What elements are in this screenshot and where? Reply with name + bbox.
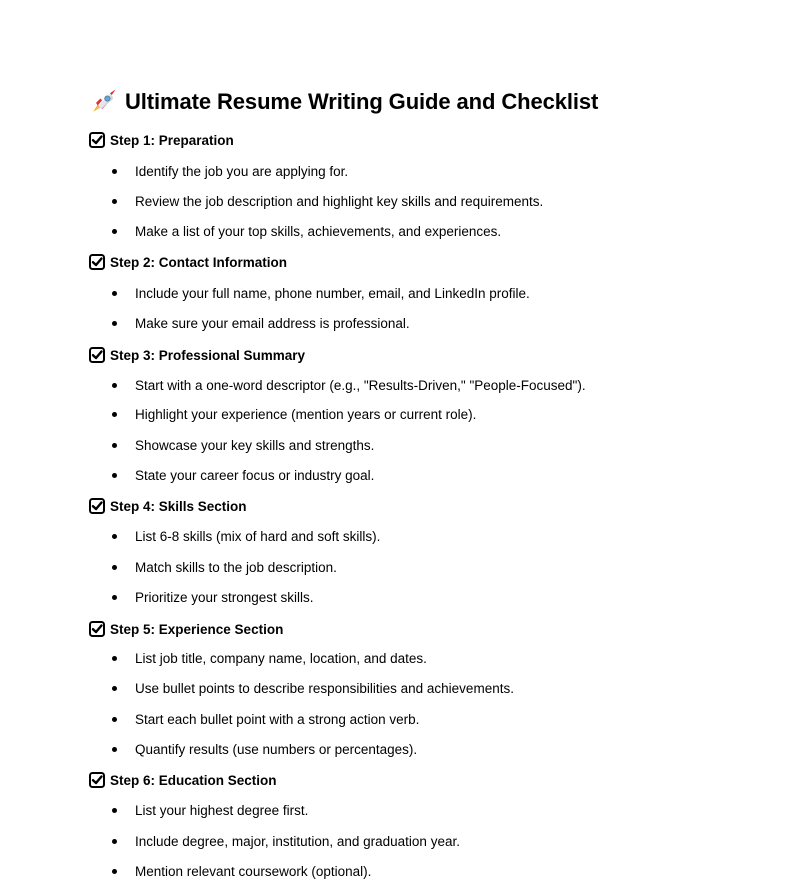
- step-heading-text: Step 3: Professional Summary: [110, 347, 306, 363]
- list-item-text: Review the job description and highlight key skills and requirements.: [135, 194, 544, 209]
- list-item-text: Showcase your key skills and strengths.: [135, 438, 375, 453]
- bullet-icon: [112, 565, 117, 570]
- bullet-icon: [112, 808, 117, 813]
- step-heading: [89, 772, 277, 788]
- step-heading: [89, 132, 234, 148]
- list-item: [112, 712, 419, 727]
- list-item-text: Mention relevant coursework (optional).: [135, 864, 372, 879]
- list-item-text: Identify the job you are applying for.: [135, 164, 349, 179]
- checkbox-checked-icon: [89, 498, 105, 514]
- list-item-text: Start with a one-word descriptor (e.g., "Results-Driven," "People-Focused").: [135, 378, 586, 393]
- bullet-icon: [112, 443, 117, 448]
- list-item: [112, 834, 460, 849]
- list-item: [112, 651, 427, 666]
- step-heading-text: Step 1: Preparation: [110, 132, 234, 148]
- list-item-text: Make a list of your top skills, achievements, and experiences.: [135, 224, 502, 239]
- list-item: [112, 681, 514, 696]
- bullet-icon: [112, 839, 117, 844]
- rocket-icon: [89, 88, 117, 116]
- list-item-text: Prioritize your strongest skills.: [135, 590, 314, 605]
- checkbox-checked-icon: [89, 132, 105, 148]
- step-heading: [89, 254, 287, 270]
- bullet-icon: [112, 534, 117, 539]
- list-item: [112, 316, 410, 331]
- list-item-text: Include degree, major, institution, and graduation year.: [135, 834, 460, 849]
- bullet-icon: [112, 199, 117, 204]
- bullet-icon: [112, 169, 117, 174]
- step-heading-text: Step 4: Skills Section: [110, 498, 247, 514]
- list-item-text: Start each bullet point with a strong action verb.: [135, 712, 420, 727]
- list-item: [112, 224, 501, 239]
- bullet-icon: [112, 717, 117, 722]
- list-item-text: List job title, company name, location, and dates.: [135, 651, 427, 666]
- bullet-icon: [112, 595, 117, 600]
- list-item: [112, 194, 543, 209]
- checkbox-checked-icon: [89, 772, 105, 788]
- document-title: [89, 88, 598, 116]
- bullet-icon: [112, 869, 117, 874]
- list-item: [112, 438, 374, 453]
- list-item: [112, 529, 380, 544]
- list-item: [112, 590, 314, 605]
- list-item: [112, 864, 371, 879]
- list-item-text: List your highest degree first.: [135, 803, 309, 818]
- checkbox-checked-icon: [89, 254, 105, 270]
- step-heading: [89, 498, 247, 514]
- list-item-text: Match skills to the job description.: [135, 560, 337, 575]
- list-item-text: Use bullet points to describe responsibilities and achievements.: [135, 681, 514, 696]
- bullet-icon: [112, 291, 117, 296]
- step-heading: [89, 347, 305, 363]
- bullet-icon: [112, 656, 117, 661]
- list-item: [112, 803, 308, 818]
- list-item-text: List 6-8 skills (mix of hard and soft skills).: [135, 529, 381, 544]
- list-item: [112, 560, 337, 575]
- step-heading-text: Step 6: Education Section: [110, 772, 277, 788]
- bullet-icon: [112, 747, 117, 752]
- step-heading: [89, 621, 283, 637]
- list-item-text: State your career focus or industry goal.: [135, 468, 375, 483]
- bullet-icon: [112, 412, 117, 417]
- bullet-icon: [112, 686, 117, 691]
- list-item-text: Include your full name, phone number, email, and LinkedIn profile.: [135, 286, 530, 301]
- bullet-icon: [112, 321, 117, 326]
- list-item-text: Quantify results (use numbers or percentages).: [135, 742, 418, 757]
- list-item: [112, 164, 348, 179]
- list-item: [112, 742, 417, 757]
- bullet-icon: [112, 229, 117, 234]
- checkbox-checked-icon: [89, 347, 105, 363]
- bullet-icon: [112, 383, 117, 388]
- bullet-icon: [112, 473, 117, 478]
- list-item-text: Highlight your experience (mention years or current role).: [135, 407, 477, 422]
- list-item-text: Make sure your email address is professional.: [135, 316, 410, 331]
- list-item: [112, 378, 586, 393]
- step-heading-text: Step 2: Contact Information: [110, 254, 288, 270]
- list-item: [112, 407, 476, 422]
- checkbox-checked-icon: [89, 621, 105, 637]
- list-item: [112, 286, 530, 301]
- title-text: Ultimate Resume Writing Guide and Checklist: [125, 89, 599, 114]
- step-heading-text: Step 5: Experience Section: [110, 621, 284, 637]
- list-item: [112, 468, 374, 483]
